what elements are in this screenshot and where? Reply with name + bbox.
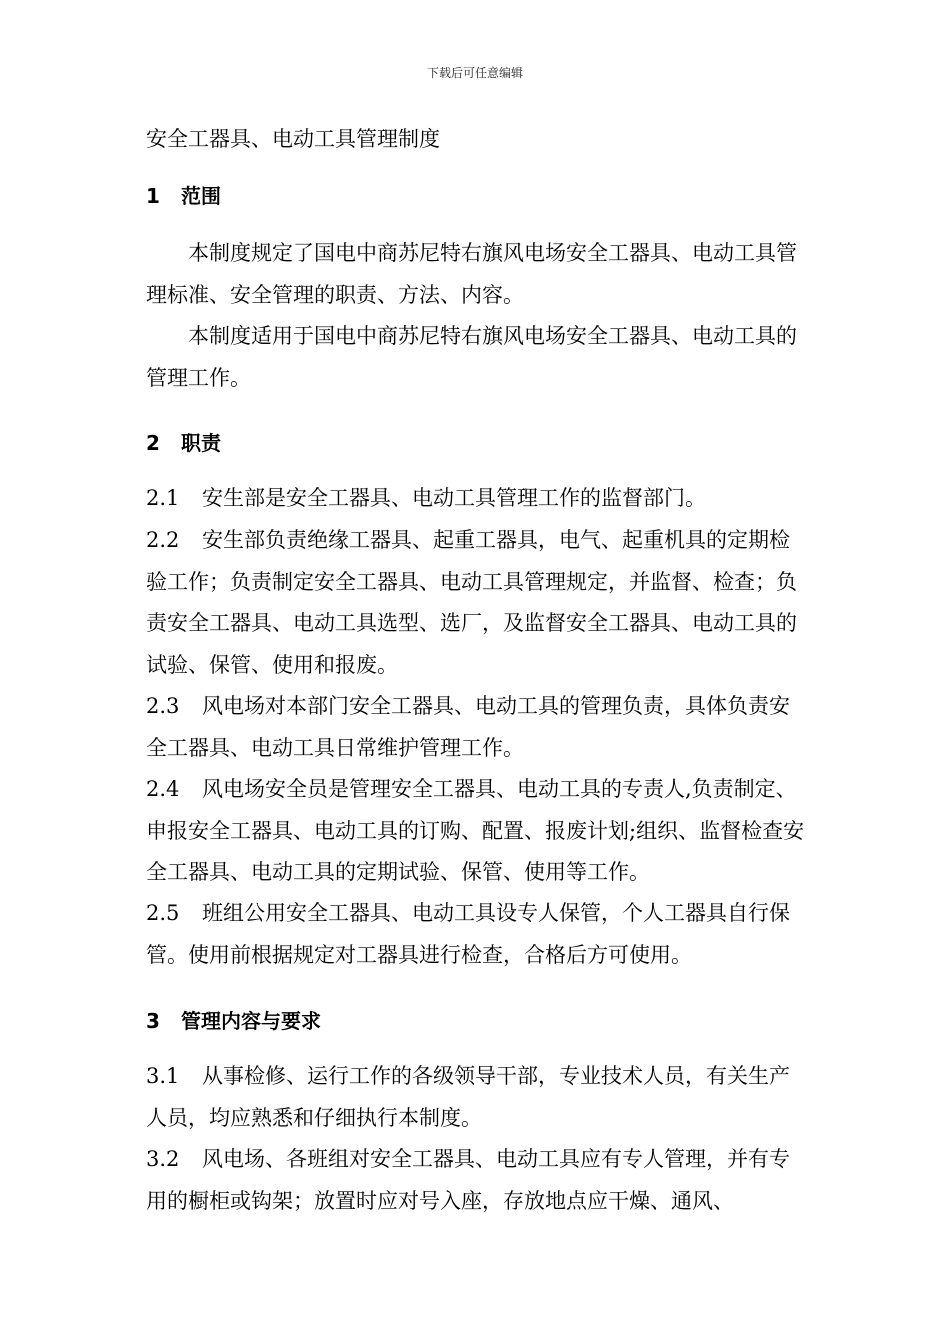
clause-text: 安生部是安全工器具、电动工具管理工作的监督部门。 [202, 486, 706, 510]
clause-2-2 [146, 520, 808, 686]
clause-text: 风电场安全员是管理安全工器具、电动工具的专责人,负责制定、申报安全工器具、电动工具的订购、配置、报废计划;组织、监督检查安全工器具、电动工具的定期试验、保管、使用等工作。 [146, 777, 805, 884]
clause-number: 2.1 [146, 486, 180, 510]
section-number: 1 [146, 184, 160, 208]
page-header: 下载后可任意编辑 [426, 66, 523, 80]
section-heading-text: 管理内容与要求 [180, 1009, 321, 1033]
section-heading-text: 范围 [180, 184, 221, 208]
clause-number: 2.5 [146, 901, 180, 925]
clause-number: 2.4 [146, 777, 180, 801]
clause-2-5 [146, 893, 808, 976]
section-number: 2 [146, 431, 160, 455]
clause-3-1 [146, 1056, 808, 1139]
section-number: 3 [146, 1009, 160, 1033]
clause-text: 班组公用安全工器具、电动工具设专人保管，个人工器具自行保管。使用前根据规定对工器具进行检查，合格后方可使用。 [146, 901, 790, 967]
clause-3-2 [146, 1139, 808, 1222]
paragraph: 本制度规定了国电中商苏尼特右旗风电场安全工器具、电动工具管理标准、安全管理的职责、方法、内容。 [146, 241, 797, 307]
clause-2-4 [146, 769, 808, 894]
document-title: 安全工器具、电动工具管理制度 [146, 127, 440, 151]
clause-2-3 [146, 686, 808, 769]
paragraph: 本制度适用于国电中商苏尼特右旗风电场安全工器具、电动工具的管理工作。 [146, 324, 797, 390]
section-3-heading [146, 1005, 321, 1034]
clause-text: 风电场、各班组对安全工器具、电动工具应有专人管理，并有专用的橱柜或钩架；放置时应对号入座，存放地点应干燥、通风、 [146, 1147, 790, 1213]
section-2-heading [146, 427, 221, 456]
clause-number: 2.3 [146, 694, 180, 718]
clause-text: 风电场对本部门安全工器具、电动工具的管理负责，具体负责安全工器具、电动工具日常维护管理工作。 [146, 694, 790, 760]
clause-text: 从事检修、运行工作的各级领导干部，专业技术人员，有关生产人员，均应熟悉和仔细执行本制度。 [146, 1064, 790, 1130]
clause-number: 3.1 [146, 1064, 180, 1088]
section-1-heading [146, 180, 221, 209]
section-heading-text: 职责 [180, 431, 221, 455]
clause-2-1 [146, 478, 808, 520]
clause-text: 安生部负责绝缘工器具、起重工器具，电气、起重机具的定期检验工作；负责制定安全工器具、电动工具管理规定，并监督、检查；负责安全工器具、电动工具选型、选厂，及监督安全工器具、电动工具的试验、保管、使用和报废。 [146, 528, 797, 677]
clause-number: 2.2 [146, 528, 180, 552]
clause-number: 3.2 [146, 1147, 180, 1171]
